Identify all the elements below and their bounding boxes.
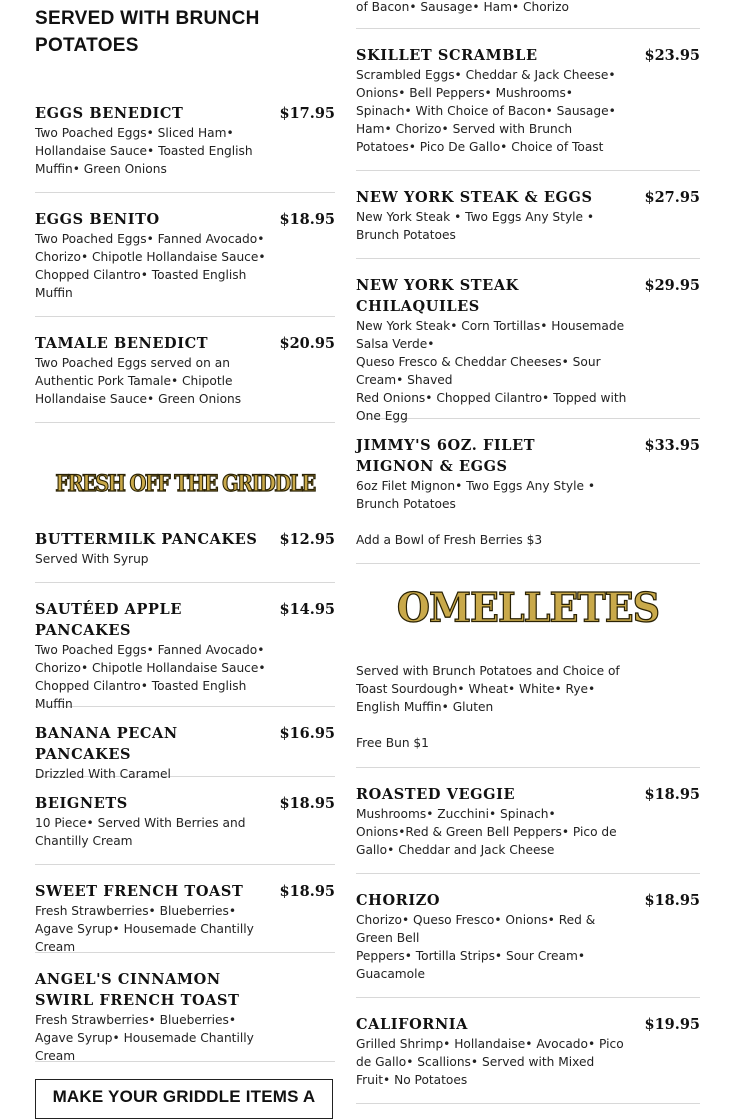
item-description-line: Chorizo• Queso Fresco• Onions• Red & Green Bell [356, 913, 596, 945]
item-description: New York Steak • Two Eggs Any Style • Brunch Potatoes [356, 210, 595, 242]
item-name: NEW YORK STEAK CHILAQUILES [356, 277, 519, 315]
item-price: $33.95 [644, 437, 700, 454]
left-column [35, 0, 335, 1062]
item-price: $29.95 [644, 277, 700, 294]
item-price: $18.95 [279, 795, 335, 812]
item-description: of Bacon• Sausage• Ham• Chorizo [356, 0, 569, 14]
menu-item-chorizo [356, 874, 700, 998]
item-name: EGGS BENITO [35, 211, 160, 228]
item-name: EGGS BENEDICT [35, 105, 184, 122]
item-description: Two Poached Eggs• Fanned Avocado• Chorizo• Chipotle Hollandaise Sauce• Chopped Cilantro• Toasted English Muffin [35, 643, 266, 711]
item-description: Fresh Strawberries• Blueberries• Agave Syrup• Housemade Chantilly Cream [35, 904, 254, 954]
item-price: $12.95 [279, 531, 335, 548]
item-name: ROASTED VEGGIE [356, 786, 516, 803]
item-name: TAMALE BENEDICT [35, 335, 209, 352]
menu-item-beignets [35, 777, 335, 865]
item-description: Mushrooms• Zucchini• Spinach• Onions•Red & Green Bell Peppers• Pico de Gallo• Cheddar and Jack Cheese [356, 807, 617, 857]
item-price: $27.95 [644, 189, 700, 206]
item-name: SKILLET SCRAMBLE [356, 47, 538, 64]
menu-item-eggs-benedict [35, 103, 335, 193]
menu-item-jimmys-filet-mignon-and-eggs [356, 419, 700, 564]
item-description-line: Peppers• Tortilla Strips• Sour Cream• Guacamole [356, 949, 586, 981]
item-name: BANANA PECAN PANCAKES [35, 725, 178, 763]
item-description: 6oz Filet Mignon• Two Eggs Any Style • Brunch Potatoes [356, 479, 596, 511]
omelette-info [356, 662, 700, 768]
menu-item-skillet-scramble [356, 29, 700, 171]
item-name: BEIGNETS [35, 795, 128, 812]
item-description-line: Queso Fresco & Cheddar Cheeses• Sour Cream• Shaved [356, 355, 601, 387]
item-price: $17.95 [279, 105, 335, 122]
item-description: Two Poached Eggs served on an Authentic Pork Tamale• Chipotle Hollandaise Sauce• Green Onions [35, 356, 242, 406]
griddle-upgrade-text: MAKE YOUR GRIDDLE ITEMS A [52, 1087, 316, 1106]
menu-item-eggs-benito [35, 193, 335, 317]
item-name: SAUTÉED APPLE PANCAKES [35, 601, 182, 639]
menu-item-sauteed-apple-pancakes [35, 583, 335, 711]
menu-item-new-york-steak-and-eggs [356, 171, 700, 259]
item-description-line: New York Steak• Corn Tortillas• Housemade Salsa Verde• [356, 319, 625, 351]
item-description-line: Red Onions• Chopped Cilantro• Topped with One Egg [356, 391, 627, 423]
item-price: $14.95 [279, 601, 335, 618]
item-name: NEW YORK STEAK & EGGS [356, 189, 593, 206]
item-name: SWEET FRENCH TOAST [35, 883, 244, 900]
item-description: Fresh Strawberries• Blueberries• Agave Syrup• Housemade Chantilly Cream [35, 1013, 254, 1063]
item-price: $18.95 [644, 892, 700, 909]
item-description: Two Poached Eggs• Fanned Avocado• Chorizo• Chipotle Hollandaise Sauce• Chopped Cilantro• Toasted English Muffin [35, 232, 266, 300]
item-price: $18.95 [279, 211, 335, 228]
menu-item-fragment [356, 0, 700, 29]
item-add-on-note: Add a Bowl of Fresh Berries $3 [356, 533, 543, 547]
item-price: $18.95 [279, 883, 335, 900]
right-column [356, 0, 700, 1104]
item-description: Two Poached Eggs• Sliced Ham• Hollandaise Sauce• Toasted English Muffin• Green Onions [35, 126, 253, 176]
omelletes-heading: OMELLETES [396, 583, 660, 632]
item-name: ANGEL'S CINNAMON SWIRL FRENCH TOAST [35, 971, 240, 1009]
menu-item-new-york-steak-chilaquiles [356, 259, 700, 423]
section-title-brunch-potatoes: SERVED WITH BRUNCH POTATOES [35, 8, 260, 56]
item-description: Grilled Shrimp• Hollandaise• Avocado• Pico de Gallo• Scallions• Served with Mixed Fruit• No Potatoes [356, 1037, 624, 1087]
item-price: $23.95 [644, 47, 700, 64]
fresh-off-the-griddle-heading: FRESH OFF THE GRIDDLE [55, 471, 315, 497]
item-price: $20.95 [279, 335, 335, 352]
menu-item-tamale-benedict [35, 317, 335, 423]
griddle-upgrade-box [35, 1079, 333, 1119]
menu-item-california [356, 998, 700, 1104]
menu-item-sweet-french-toast [35, 865, 335, 953]
item-price: $19.95 [644, 1016, 700, 1033]
item-description: Drizzled With Caramel [35, 767, 171, 781]
menu-item-angels-cinnamon-swirl-french-toast [35, 953, 335, 1062]
item-description: Served With Syrup [35, 552, 149, 566]
item-price: $16.95 [279, 725, 335, 742]
menu-item-banana-pecan-pancakes [35, 707, 335, 781]
item-name: JIMMY'S 6OZ. FILET MIGNON & EGGS [356, 437, 536, 475]
omelette-toast-note: Served with Brunch Potatoes and Choice of Toast Sourdough• Wheat• White• Rye• English Muffin• Gluten [356, 664, 620, 714]
menu-item-buttermilk-pancakes [35, 529, 335, 583]
item-price: $18.95 [644, 786, 700, 803]
item-name: BUTTERMILK PANCAKES [35, 531, 258, 548]
item-name: CHORIZO [356, 892, 441, 909]
item-description: 10 Piece• Served With Berries and Chantilly Cream [35, 816, 246, 848]
menu-item-roasted-veggie [356, 768, 700, 874]
item-description: Scrambled Eggs• Cheddar & Jack Cheese• Onions• Bell Peppers• Mushrooms• Spinach• With Choice of Bacon• Sausage• Ham• Chorizo• Served with Brunch Potatoes• Pico De Gallo• Choice of Toast [356, 68, 616, 154]
item-name: CALIFORNIA [356, 1016, 469, 1033]
omelette-bun-note: Free Bun $1 [356, 736, 429, 750]
